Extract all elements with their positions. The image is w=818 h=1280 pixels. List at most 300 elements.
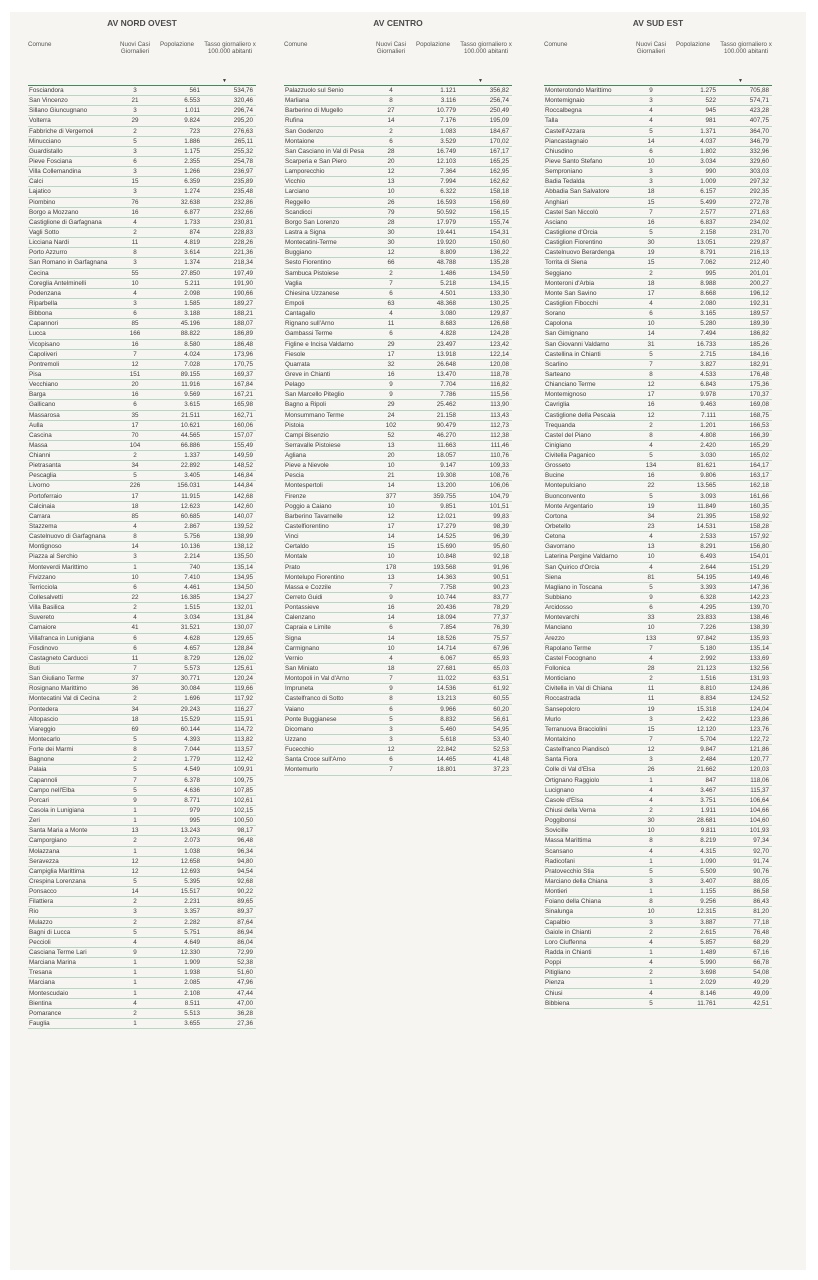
nuovi-casi-cell: 15 — [387, 543, 395, 551]
popolazione-cell: 9.806 — [700, 472, 716, 480]
tasso-cell: 52,38 — [237, 959, 253, 967]
comune-cell: Larciano — [285, 188, 310, 196]
sort-descending-icon[interactable]: ▼ — [478, 78, 483, 84]
table-row — [28, 552, 256, 562]
popolazione-cell: 30.771 — [180, 675, 200, 683]
sort-descending-icon[interactable]: ▼ — [222, 78, 227, 84]
nuovi-casi-cell: 29 — [387, 401, 395, 409]
table-row — [284, 157, 512, 167]
comune-cell: Castelnuovo di Garfagnana — [29, 533, 106, 541]
table-row — [284, 137, 512, 147]
nuovi-casi-cell: 7 — [389, 583, 393, 591]
nuovi-casi-cell: 6 — [389, 756, 393, 764]
popolazione-cell: 2.615 — [700, 928, 716, 936]
tasso-cell: 276,63 — [233, 127, 253, 135]
table-row — [28, 725, 256, 735]
comune-cell: Santa Croce sull'Arno — [285, 756, 346, 764]
comune-cell: Sesto Fiorentino — [285, 259, 331, 267]
tasso-cell: 109,33 — [489, 462, 509, 470]
table-row — [544, 177, 772, 187]
comune-cell: Piancastagnaio — [545, 137, 589, 145]
table-row — [28, 1009, 256, 1019]
nuovi-casi-cell: 5 — [649, 228, 653, 236]
comune-cell: Pisa — [29, 370, 42, 378]
table-row — [28, 106, 256, 116]
table-row — [284, 623, 512, 633]
tasso-cell: 234,02 — [749, 218, 769, 226]
table-row — [544, 522, 772, 532]
comune-cell: Carmignano — [285, 644, 320, 652]
tasso-cell: 65,93 — [493, 654, 509, 662]
table-row — [544, 583, 772, 593]
table-row — [284, 127, 512, 137]
tasso-cell: 120,77 — [749, 756, 769, 764]
table-row — [544, 106, 772, 116]
popolazione-cell: 359.755 — [433, 492, 456, 500]
table-row — [28, 705, 256, 715]
table-row — [28, 198, 256, 208]
header-tasso[interactable]: Tasso giornaliero x 100.000 abitanti — [204, 41, 256, 56]
nuovi-casi-cell: 3 — [649, 715, 653, 723]
nuovi-casi-cell: 4 — [649, 107, 653, 115]
popolazione-cell: 7.786 — [440, 391, 456, 399]
nuovi-casi-cell: 20 — [387, 157, 395, 165]
table-row — [28, 471, 256, 481]
nuovi-casi-cell: 4 — [649, 117, 653, 125]
popolazione-cell: 1.266 — [184, 168, 200, 176]
tasso-cell: 104,60 — [749, 817, 769, 825]
nuovi-casi-cell: 11 — [131, 239, 139, 247]
tasso-cell: 160,06 — [233, 421, 253, 429]
table-row — [544, 299, 772, 309]
table-row — [544, 319, 772, 329]
popolazione-cell: 1.337 — [184, 452, 200, 460]
popolazione-cell: 15.529 — [180, 715, 200, 723]
comune-cell: Rio — [29, 908, 39, 916]
table-row — [544, 877, 772, 887]
popolazione-cell: 12.315 — [696, 908, 716, 916]
table-row — [284, 664, 512, 674]
nuovi-casi-cell: 9 — [649, 594, 653, 602]
area-column-nord-ovest — [28, 12, 256, 1029]
comune-cell: Sillano Giuncugnano — [29, 107, 88, 115]
comune-cell: Podenzana — [29, 289, 61, 297]
tasso-cell: 192,31 — [749, 299, 769, 307]
tasso-cell: 175,36 — [749, 381, 769, 389]
tasso-cell: 47,00 — [237, 999, 253, 1007]
table-row — [544, 289, 772, 299]
popolazione-cell: 23.497 — [436, 340, 456, 348]
tasso-cell: 47,44 — [237, 989, 253, 997]
table-row — [284, 694, 512, 704]
popolazione-cell: 5.460 — [440, 725, 456, 733]
comune-cell: Seggiano — [545, 269, 572, 277]
comune-cell: Fabbriche di Vergemoli — [29, 127, 94, 135]
popolazione-cell: 13.565 — [696, 482, 716, 490]
sort-descending-icon[interactable]: ▼ — [738, 78, 743, 84]
nuovi-casi-cell: 16 — [131, 391, 139, 399]
tasso-cell: 111,46 — [490, 441, 509, 449]
popolazione-cell: 60.144 — [180, 725, 200, 733]
popolazione-cell: 21.158 — [436, 411, 456, 419]
nuovi-casi-cell: 8 — [649, 370, 653, 378]
tasso-cell: 165,98 — [233, 401, 253, 409]
table-row — [28, 603, 256, 613]
nuovi-casi-cell: 6 — [389, 289, 393, 297]
popolazione-cell: 1.083 — [440, 127, 456, 135]
tasso-cell: 81,20 — [753, 908, 769, 916]
tasso-cell: 148,52 — [233, 462, 253, 470]
popolazione-cell: 18.526 — [436, 634, 456, 642]
comune-cell: Cecina — [29, 269, 49, 277]
comune-cell: Calci — [29, 178, 43, 186]
comune-cell: Sinalunga — [545, 908, 574, 916]
nuovi-casi-cell: 6 — [389, 137, 393, 145]
popolazione-cell: 193.568 — [433, 563, 456, 571]
popolazione-cell: 11.663 — [437, 441, 456, 449]
nuovi-casi-cell: 2 — [133, 127, 137, 135]
popolazione-cell: 28.681 — [696, 817, 716, 825]
tasso-cell: 156,15 — [489, 208, 509, 216]
comune-cell: Pietrasanta — [29, 462, 61, 470]
tasso-cell: 162,95 — [489, 168, 509, 176]
popolazione-cell: 8.791 — [700, 249, 716, 257]
nuovi-casi-cell: 11 — [647, 685, 655, 693]
nuovi-casi-cell: 3 — [133, 259, 137, 267]
table-row — [28, 167, 256, 177]
nuovi-casi-cell: 1 — [133, 989, 137, 997]
nuovi-casi-cell: 28 — [647, 665, 655, 673]
tasso-cell: 155,74 — [489, 218, 509, 226]
tasso-cell: 176,48 — [749, 370, 769, 378]
comune-cell: Camaiore — [29, 624, 57, 632]
comune-cell: Castiglion Fibocchi — [545, 299, 598, 307]
table-row — [544, 847, 772, 857]
popolazione-cell: 2.108 — [184, 989, 200, 997]
tasso-cell: 109,75 — [233, 776, 253, 784]
popolazione-cell: 18.094 — [436, 614, 456, 622]
table-row — [28, 157, 256, 167]
comune-cell: Stazzema — [29, 523, 57, 531]
table-row — [284, 411, 512, 421]
table-row — [544, 634, 772, 644]
comune-cell: Terricciola — [29, 583, 58, 591]
comune-cell: Bagni di Lucca — [29, 928, 71, 936]
nuovi-casi-cell: 23 — [647, 523, 655, 531]
tasso-cell: 124,52 — [749, 695, 769, 703]
nuovi-casi-cell: 3 — [133, 299, 137, 307]
table-row — [28, 948, 256, 958]
table-row — [284, 634, 512, 644]
popolazione-cell: 10.621 — [180, 421, 200, 429]
tasso-cell: 182,91 — [749, 360, 769, 368]
tasso-cell: 90,76 — [753, 867, 769, 875]
nuovi-casi-cell: 2 — [649, 969, 653, 977]
popolazione-cell: 5.509 — [700, 867, 716, 875]
tasso-cell: 170,02 — [489, 137, 509, 145]
popolazione-cell: 1.696 — [184, 695, 200, 703]
tasso-cell: 166,53 — [749, 421, 769, 429]
tasso-cell: 120,24 — [233, 675, 253, 683]
popolazione-cell: 2.282 — [184, 918, 200, 926]
popolazione-cell: 13.200 — [436, 482, 456, 490]
tasso-cell: 135,50 — [233, 553, 253, 561]
comune-cell: Riparbella — [29, 299, 58, 307]
tasso-cell: 364,70 — [749, 127, 769, 135]
table-row — [28, 137, 256, 147]
table-row — [544, 958, 772, 968]
tasso-cell: 188,07 — [233, 320, 253, 328]
table-row — [284, 563, 512, 573]
comune-cell: Castelfiorentino — [285, 523, 329, 531]
comune-cell: Monticiano — [545, 675, 576, 683]
table-row — [28, 593, 256, 603]
nuovi-casi-cell: 28 — [387, 218, 395, 226]
popolazione-cell: 19.441 — [436, 228, 456, 236]
popolazione-cell: 4.628 — [184, 634, 200, 642]
tasso-cell: 158,92 — [749, 512, 769, 520]
nuovi-casi-cell: 9 — [389, 391, 393, 399]
comune-cell: Minucciano — [29, 137, 61, 145]
popolazione-cell: 7.854 — [440, 624, 456, 632]
table-row — [28, 279, 256, 289]
comune-cell: Foiano della Chiana — [545, 898, 602, 906]
nuovi-casi-cell: 104 — [129, 441, 141, 449]
popolazione-cell: 88.822 — [180, 330, 200, 338]
nuovi-casi-cell: 16 — [131, 208, 139, 216]
nuovi-casi-cell: 7 — [389, 279, 393, 287]
table-row — [28, 796, 256, 806]
popolazione-cell: 2.073 — [184, 837, 200, 845]
nuovi-casi-cell: 134 — [645, 462, 657, 470]
comune-cell: Barga — [29, 391, 46, 399]
tasso-cell: 98,17 — [237, 827, 253, 835]
popolazione-cell: 19.920 — [436, 239, 456, 247]
tasso-cell: 113,90 — [490, 401, 509, 409]
nuovi-casi-cell: 4 — [649, 654, 653, 662]
table-row — [544, 340, 772, 350]
header-tasso[interactable]: Tasso giornaliero x 100.000 abitanti — [720, 41, 772, 56]
nuovi-casi-cell: 5 — [133, 766, 137, 774]
tasso-cell: 296,74 — [233, 107, 253, 115]
nuovi-casi-cell: 18 — [131, 715, 139, 723]
table-row — [544, 411, 772, 421]
table-row — [28, 674, 256, 684]
nuovi-casi-cell: 85 — [131, 320, 139, 328]
tasso-cell: 122,14 — [489, 350, 509, 358]
tasso-cell: 146,84 — [233, 472, 253, 480]
nuovi-casi-cell: 30 — [387, 228, 395, 236]
tasso-cell: 168,75 — [749, 411, 769, 419]
table-row — [544, 309, 772, 319]
popolazione-cell: 2.355 — [184, 157, 200, 165]
tasso-cell: 67,16 — [753, 948, 769, 956]
comune-cell: Empoli — [285, 299, 305, 307]
table-row — [544, 705, 772, 715]
nuovi-casi-cell: 9 — [389, 381, 393, 389]
table-row — [284, 492, 512, 502]
comune-cell: Campo nell'Elba — [29, 786, 75, 794]
header-tasso[interactable]: Tasso giornaliero x 100.000 abitanti — [460, 41, 512, 56]
comune-cell: Sarteano — [545, 370, 571, 378]
table-row — [284, 390, 512, 400]
comune-cell: Montemignoso — [545, 391, 587, 399]
tasso-cell: 254,78 — [233, 157, 253, 165]
comune-cell: Impruneta — [285, 685, 314, 693]
tasso-cell: 134,27 — [233, 594, 253, 602]
popolazione-cell: 18.057 — [436, 452, 456, 460]
tasso-cell: 165,02 — [749, 452, 769, 460]
comune-cell: Pratovecchio Stia — [545, 867, 595, 875]
nuovi-casi-cell: 4 — [649, 796, 653, 804]
tasso-cell: 230,81 — [233, 218, 253, 226]
nuovi-casi-cell: 6 — [133, 401, 137, 409]
nuovi-casi-cell: 4 — [133, 999, 137, 1007]
table-row — [28, 441, 256, 451]
comune-cell: Loro Ciuffenna — [545, 938, 587, 946]
popolazione-cell: 979 — [189, 806, 200, 814]
tasso-cell: 42,51 — [753, 999, 769, 1007]
comune-cell: Manciano — [545, 624, 573, 632]
popolazione-cell: 5.704 — [700, 736, 716, 743]
tasso-cell: 129,65 — [233, 634, 253, 642]
popolazione-cell: 8.291 — [700, 543, 716, 551]
popolazione-cell: 8.219 — [700, 837, 716, 845]
popolazione-cell: 20.436 — [436, 604, 456, 612]
nuovi-casi-cell: 7 — [133, 350, 137, 358]
nuovi-casi-cell: 8 — [389, 695, 393, 703]
comune-cell: Bagno a Ripoli — [285, 401, 326, 409]
table-row — [28, 86, 256, 96]
nuovi-casi-cell: 16 — [647, 401, 655, 409]
table-row — [28, 654, 256, 664]
comune-cell: Viareggio — [29, 725, 56, 733]
comune-cell: Vernio — [285, 654, 303, 662]
popolazione-cell: 13.051 — [696, 239, 716, 247]
popolazione-cell: 46.270 — [436, 431, 456, 439]
popolazione-cell: 1.486 — [440, 269, 456, 277]
nuovi-casi-cell: 4 — [649, 299, 653, 307]
nuovi-casi-cell: 9 — [649, 87, 653, 94]
comune-cell: Seravezza — [29, 857, 59, 865]
tasso-cell: 89,37 — [237, 908, 253, 916]
nuovi-casi-cell: 12 — [131, 867, 139, 875]
popolazione-cell: 3.698 — [700, 969, 716, 977]
popolazione-cell: 5.180 — [700, 644, 716, 652]
nuovi-casi-cell: 5 — [389, 715, 393, 723]
header-nuovi-casi: Nuovi Casi Giornalieri — [376, 41, 406, 56]
popolazione-cell: 4.828 — [440, 330, 456, 338]
popolazione-cell: 1.585 — [184, 299, 200, 307]
comune-cell: Campi Bisenzio — [285, 431, 329, 439]
comune-cell: Lamporecchio — [285, 168, 325, 176]
nuovi-casi-cell: 17 — [131, 421, 139, 429]
comune-cell: Bibbiena — [545, 999, 570, 1007]
tasso-cell: 108,76 — [489, 472, 509, 480]
nuovi-casi-cell: 3 — [389, 736, 393, 743]
popolazione-cell: 2.158 — [700, 228, 716, 236]
tasso-cell: 186,48 — [233, 340, 253, 348]
nuovi-casi-cell: 16 — [387, 370, 395, 378]
nuovi-casi-cell: 8 — [133, 533, 137, 541]
table-row — [284, 705, 512, 715]
nuovi-casi-cell: 8 — [133, 746, 137, 754]
comune-cell: Capannori — [29, 320, 59, 328]
table-row — [284, 299, 512, 309]
popolazione-cell: 6.157 — [700, 188, 716, 196]
table-row — [28, 999, 256, 1009]
tasso-cell: 173,96 — [233, 350, 253, 358]
popolazione-cell: 1.090 — [700, 857, 716, 865]
comune-cell: Aulla — [29, 421, 44, 429]
table-row — [28, 786, 256, 796]
nuovi-casi-cell: 13 — [387, 573, 395, 581]
tasso-cell: 142,23 — [749, 594, 769, 602]
comune-cell: Massa Marittima — [545, 837, 592, 845]
nuovi-casi-cell: 11 — [387, 320, 395, 328]
tasso-cell: 303,03 — [749, 168, 769, 176]
tasso-cell: 189,27 — [233, 299, 253, 307]
table-row — [544, 796, 772, 806]
popolazione-cell: 54.195 — [696, 573, 716, 581]
comune-cell: Piombino — [29, 198, 56, 206]
tasso-cell: 135,14 — [749, 644, 769, 652]
nuovi-casi-cell: 21 — [387, 472, 395, 480]
nuovi-casi-cell: 10 — [131, 279, 139, 287]
nuovi-casi-cell: 6 — [133, 644, 137, 652]
nuovi-casi-cell: 3 — [133, 147, 137, 155]
popolazione-cell: 8.988 — [700, 279, 716, 287]
comune-cell: Vagli Sotto — [29, 228, 59, 236]
popolazione-cell: 1.275 — [700, 87, 716, 94]
table-row — [28, 897, 256, 907]
comune-cell: Montespertoli — [285, 482, 323, 490]
table-row — [28, 289, 256, 299]
nuovi-casi-cell: 2 — [133, 918, 137, 926]
popolazione-cell: 9.147 — [440, 462, 456, 470]
nuovi-casi-cell: 5 — [133, 786, 137, 794]
tasso-cell: 120,03 — [749, 766, 769, 774]
tasso-cell: 78,29 — [493, 604, 509, 612]
comune-cell: Cerreto Guidi — [285, 594, 323, 602]
nuovi-casi-cell: 9 — [133, 948, 137, 956]
comune-cell: Porcari — [29, 796, 49, 804]
table-row — [544, 715, 772, 725]
comune-cell: Bucine — [545, 472, 565, 480]
popolazione-cell: 4.393 — [184, 736, 200, 743]
table-row — [544, 492, 772, 502]
tasso-cell: 90,23 — [493, 583, 509, 591]
tasso-cell: 154,01 — [749, 553, 769, 561]
nuovi-casi-cell: 2 — [649, 421, 653, 429]
comune-cell: Chiusi della Verna — [545, 806, 596, 814]
tasso-cell: 116,82 — [490, 381, 509, 389]
popolazione-cell: 6.843 — [700, 381, 716, 389]
nuovi-casi-cell: 8 — [649, 837, 653, 845]
tasso-cell: 107,85 — [233, 786, 253, 794]
table-row — [28, 96, 256, 106]
nuovi-casi-cell: 5 — [649, 452, 653, 460]
nuovi-casi-cell: 9 — [133, 796, 137, 804]
tasso-cell: 90,51 — [493, 573, 509, 581]
comune-cell: Subbiano — [545, 594, 572, 602]
popolazione-cell: 6.378 — [184, 776, 200, 784]
nuovi-casi-cell: 6 — [133, 157, 137, 165]
nuovi-casi-cell: 4 — [649, 847, 653, 855]
tasso-cell: 155,49 — [233, 441, 253, 449]
comune-cell: Collesalvetti — [29, 594, 63, 602]
comune-cell: Zeri — [29, 817, 40, 825]
